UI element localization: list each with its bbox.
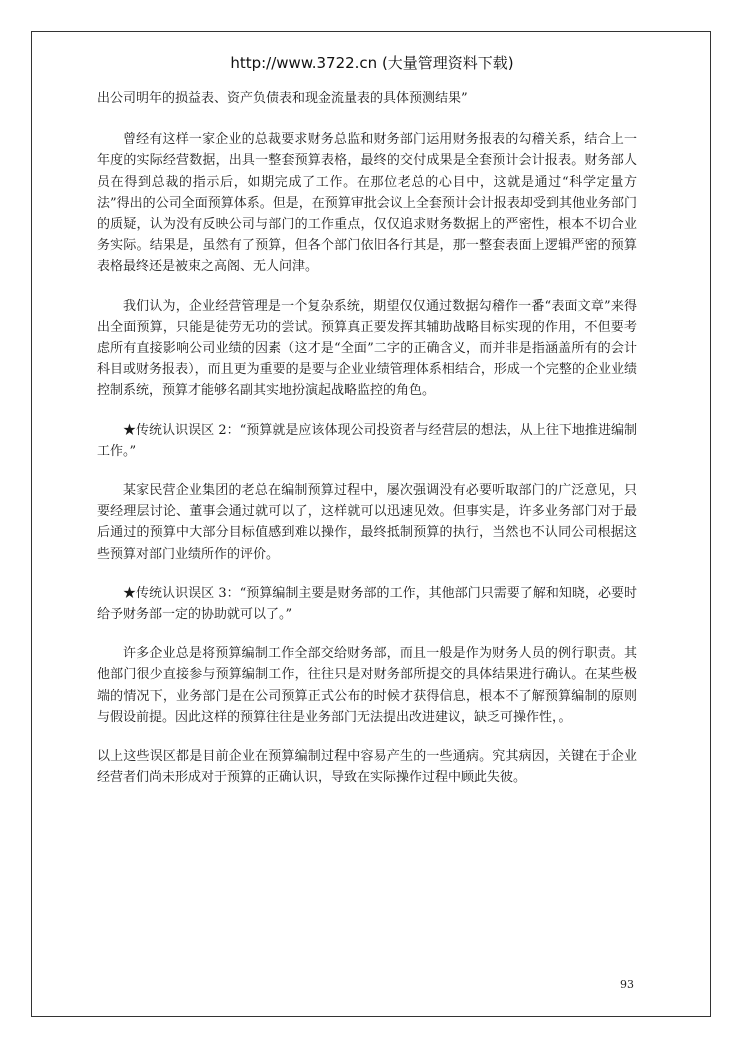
document-body xyxy=(97,88,637,806)
paragraph-continuation: 出公司明年的损益表、资产负债表和现金流量表的具体预测结果” xyxy=(97,91,468,106)
paragraph-finance-department-case: 许多企业总是将预算编制工作全部交给财务部，而且一般是作为财务人员的例行职责。其他部门很少直接参与预算编制工作，往往只是对财务部所提交的具体结果进行确认。在某些极端的情况下，业务部门是在公司预算正式公布的时候才获得信息，根本不了解预算编制的原则与假设前提。因此这样的预算往往是业务部门无法提出改进建议，缺乏可操作性，。 xyxy=(97,646,637,725)
header-url-link[interactable]: http://www.3722.cn xyxy=(230,54,378,72)
paragraph-conclusion: 以上这些误区都是目前企业在预算编制过程中容易产生的一些通病。究其病因，关键在于企业经营者们尚未形成对于预算的正确认识，导致在实际操作过程中顾此失彼。 xyxy=(97,749,637,786)
page-number: 93 xyxy=(620,978,634,991)
paragraph-private-enterprise-case: 某家民营企业集团的老总在编制预算过程中，屡次强调没有必要听取部门的广泛意见，只要经理层讨论、董事会通过就可以了，这样就可以迅速见效。但事实是，许多业务部门对于最后通过的预算中大部分目标值感到难以操作，最终抵制预算的执行，当然也不认同公司根据这些预算对部门业绩所作的评价。 xyxy=(97,483,637,562)
paragraph-case-finance-reports: 曾经有这样一家企业的总裁要求财务总监和财务部门运用财务报表的勾稽关系，结合上一年度的实际经营数据，出具一整套预算表格，最终的交付成果是全套预计会计报表。财务部人员在得到总裁的指示后，如期完成了工作。在那位老总的心目中，这就是通过“科学定量方法”得出的公司全面预算体系。但是，在预算审批会议上全套预计会计报表却受到其他业务部门的质疑，认为没有反映公司与部门的工作重点，仅仅追求财务数据上的严密性，根本不切合业务实际。结果是，虽然有了预算，但各个部门依旧各行其是，那一整套表面上逻辑严密的预算表格最终还是被束之高阁、无人问津。 xyxy=(97,132,637,275)
misconception-2-heading: ★传统认识误区 2：“预算就是应该体现公司投资者与经营层的想法，从上往下地推进编制工作。” xyxy=(97,422,637,459)
header-download-note: (大量管理资料下载) xyxy=(381,54,514,72)
page-header xyxy=(0,52,744,73)
misconception-3-heading: ★传统认识误区 3：“预算编制主要是财务部的工作，其他部门只需要了解和知晓，必要时给予财务部一定的协助就可以了。” xyxy=(97,585,637,623)
paragraph-our-view: 我们认为，企业经营管理是一个复杂系统，期望仅仅通过数据勾稽作一番“表面文章”来得出全面预算，只能是徒劳无功的尝试。预算真正要发挥其辅助战略目标实现的作用，不但要考虑所有直接影响公司业绩的因素（这才是“全面”二字的正确含义，而并非是指涵盖所有的会计科目或财务报表），而且更为重要的是要与企业业绩管理体系相结合，形成一个完整的企业业绩控制系统，预算才能够名副其实地扮演起战略监控的角色。 xyxy=(97,298,637,399)
